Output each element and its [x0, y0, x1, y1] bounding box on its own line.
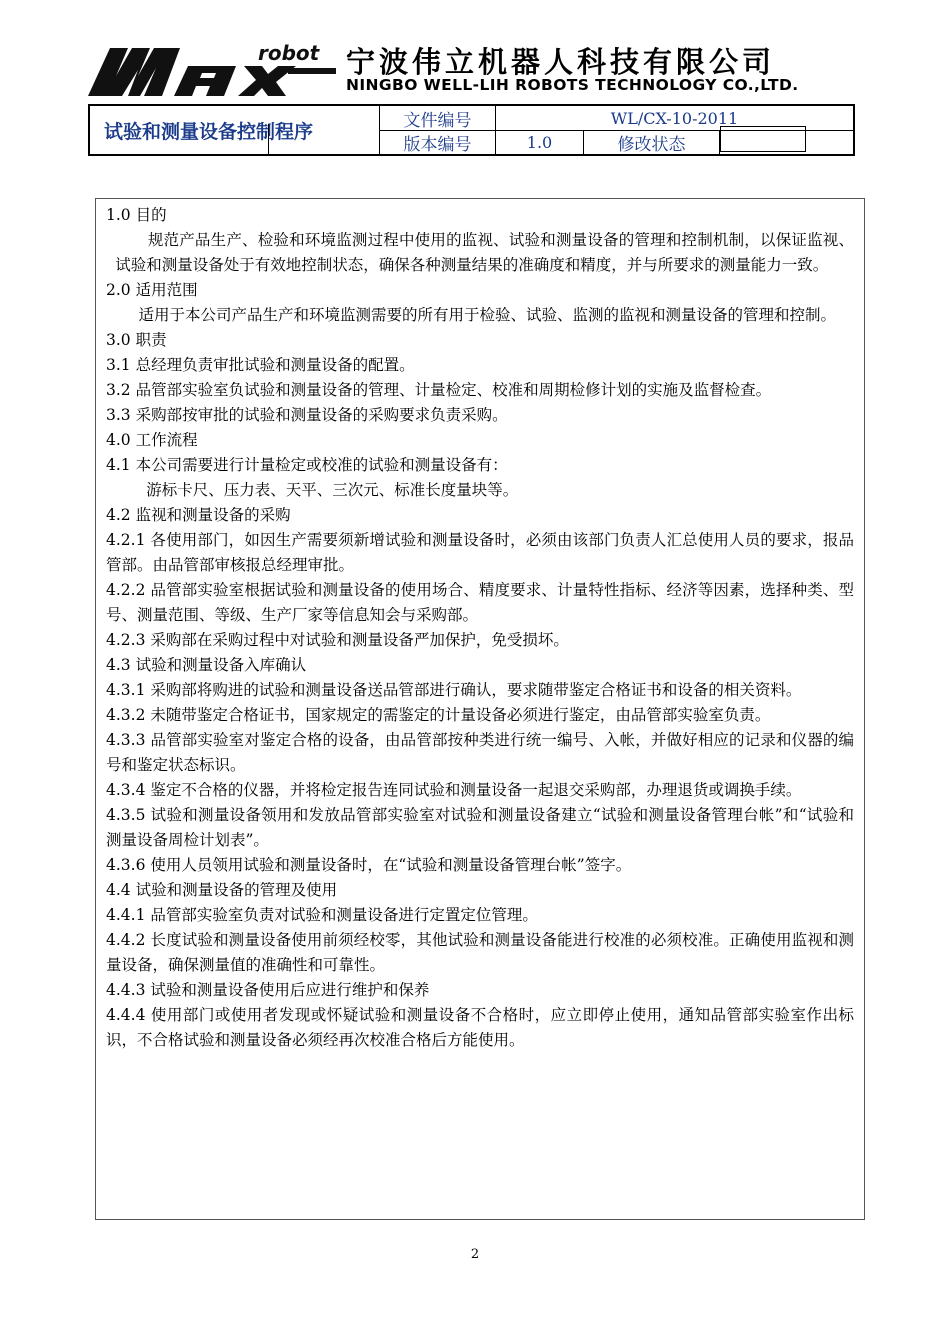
revision-label: 修改状态 [584, 130, 720, 154]
paragraph: 4.2.1 各使用部门，如因生产需要须新增试验和测量设备时，必须由该部门负责人汇总使用人员的要求，报品管部。由品管部审核报总经理审批。 [106, 531, 854, 574]
file-number-label: 文件编号 [380, 106, 496, 130]
paragraph: 4.4.4 使用部门或使用者发现或怀疑试验和测量设备不合格时，应立即停止使用，通知品管部实验室作出标识，不合格试验和测量设备必须经再次校准合格后方能使用。 [106, 1006, 854, 1049]
paragraph: 4.4.2 长度试验和测量设备使用前须经校零，其他试验和测量设备能进行校准的必须校准。正确使用监视和测量设备，确保测量值的准确性和可靠性。 [106, 931, 854, 974]
paragraph: 4.3.3 品管部实验室对鉴定合格的设备，由品管部按种类进行统一编号、入帐，并做好相应的记录和仪器的编号和鉴定状态标识。 [106, 731, 854, 774]
section-heading: 4.3 试验和测量设备入库确认 [106, 656, 307, 674]
section-heading: 3.0 职责 [106, 331, 167, 349]
section-heading: 1.0 目的 [106, 206, 167, 224]
paragraph: 3.2 品管部实验室负试验和测量设备的管理、计量检定、校准和周期检修计划的实施及监督检查。 [106, 381, 772, 399]
section-heading: 2.0 适用范围 [106, 281, 198, 299]
paragraph: 4.3.6 使用人员领用试验和测量设备时，在“试验和测量设备管理台帐”签字。 [106, 856, 632, 874]
paragraph: 游标卡尺、压力表、天平、三次元、标准长度量块等。 [146, 481, 519, 499]
paragraph: 4.4.3 试验和测量设备使用后应进行维护和保养 [106, 981, 430, 999]
version-label: 版本编号 [380, 130, 496, 154]
section-heading: 4.4 试验和测量设备的管理及使用 [106, 881, 338, 899]
paragraph: 4.2.3 采购部在采购过程中对试验和测量设备严加保护，免受损坏。 [106, 631, 569, 649]
paragraph: 3.1 总经理负责审批试验和测量设备的配置。 [106, 356, 415, 374]
paragraph: 3.3 采购部按审批的试验和测量设备的采购要求负责采购。 [106, 406, 508, 424]
paragraph: 4.1 本公司需要进行计量检定或校准的试验和测量设备有： [106, 456, 508, 474]
company-name-cn: 宁波伟立机器人科技有限公司 [346, 45, 776, 79]
company-logo [88, 40, 338, 98]
svg-text:robot: robot [258, 41, 320, 65]
company-name-en: NINGBO WELL-LIH ROBOTS TECHNOLOGY CO.,LTD. [346, 76, 799, 94]
version-value: 1.0 [496, 130, 584, 154]
paragraph: 4.3.2 未随带鉴定合格证书，国家规定的需鉴定的计量设备必须进行鉴定，由品管部实验室负责。 [106, 706, 771, 724]
paragraph: 规范产品生产、检验和环境监测过程中使用的监视、试验和测量设备的管理和控制机制，以保证监视、试验和测量设备处于有效地控制状态，确保各种测量结果的准确度和精度，并与所要求的测量能力一致。 [115, 231, 854, 274]
document-body [95, 198, 865, 1220]
section-heading: 4.2 监视和测量设备的采购 [106, 506, 291, 524]
document-title: 试验和测量设备控制程序 [90, 106, 380, 154]
section-heading: 4.0 工作流程 [106, 431, 198, 449]
page-number: 2 [470, 1247, 480, 1262]
paragraph: 4.4.1 品管部实验室负责对试验和测量设备进行定置定位管理。 [106, 906, 538, 924]
file-number-value: WL/CX-10-2011 [610, 108, 739, 128]
revision-value [720, 126, 806, 152]
paragraph: 4.3.4 鉴定不合格的仪器，并将检定报告连同试验和测量设备一起退交采购部，办理退货或调换手续。 [106, 781, 802, 799]
paragraph: 4.3.1 采购部将购进的试验和测量设备送品管部进行确认，要求随带鉴定合格证书和设备的相关资料。 [106, 681, 802, 699]
paragraph: 4.3.5 试验和测量设备领用和发放品管部实验室对试验和测量设备建立“试验和测量设备管理台帐”和“试验和测量设备周检计划表”。 [106, 806, 854, 849]
title-divider [268, 124, 269, 154]
paragraph: 适用于本公司产品生产和环境监测需要的所有用于检验、试验、监测的监视和测量设备的管理和控制。 [138, 306, 837, 324]
document-header-table [88, 104, 855, 156]
paragraph: 4.2.2 品管部实验室根据试验和测量设备的使用场合、精度要求、计量特性指标、经济等因素，选择种类、型号、测量范围、等级、生产厂家等信息知会与采购部。 [106, 581, 854, 624]
